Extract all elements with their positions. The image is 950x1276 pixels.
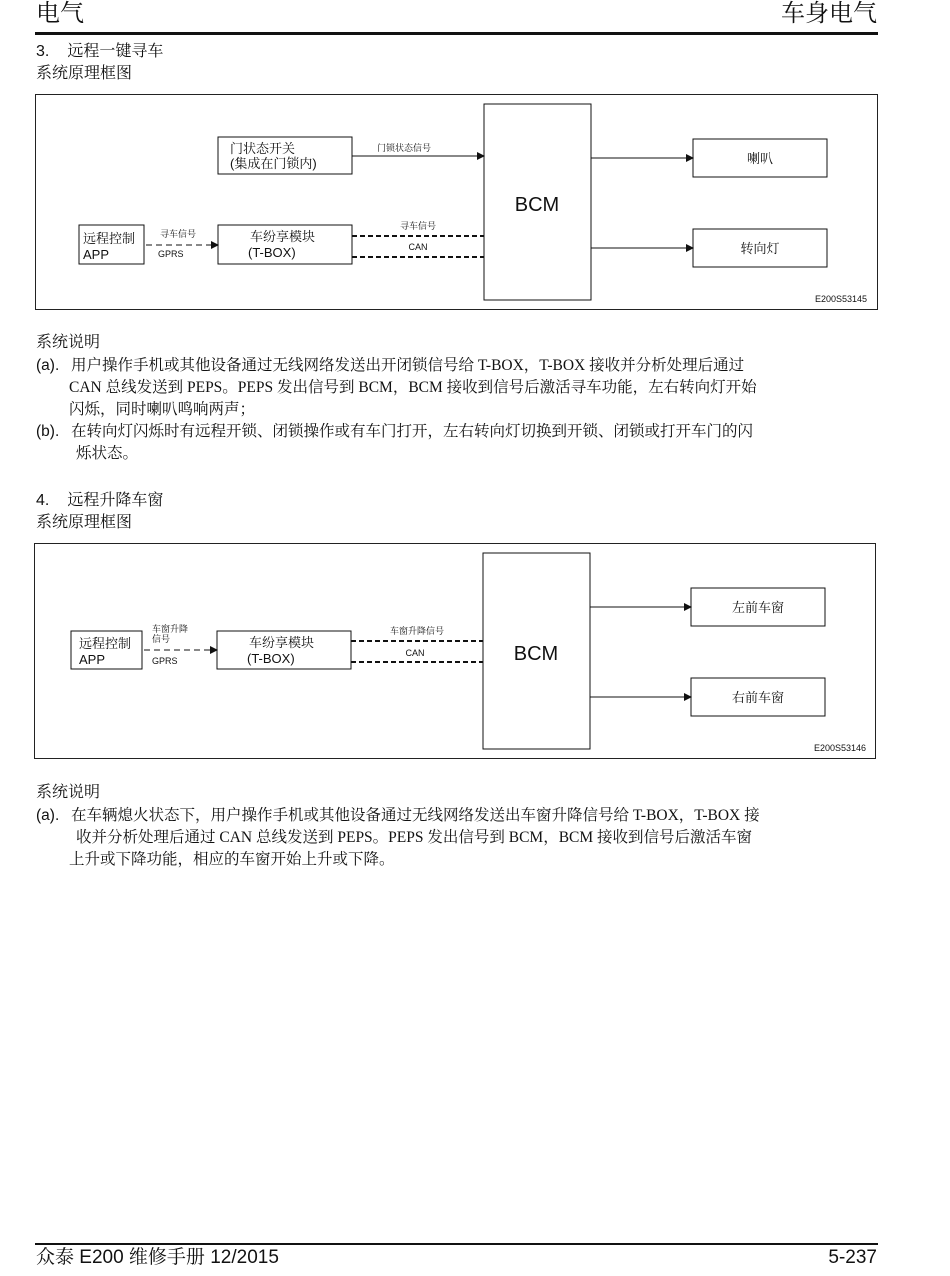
diagram-code: E200S53146	[813, 743, 866, 753]
remote-app-label-2: APP	[83, 247, 110, 262]
diagram-find-car-svg	[36, 95, 877, 309]
desc-line: 在转向灯闪烁时有远程开锁、闭锁操作或有车门打开，左右转向灯切换到开锁、闭锁或打开车门的闪	[71, 423, 754, 440]
header-chapter: 电气	[36, 0, 84, 27]
footer-manual-title: 众泰 E200 维修手册 12/2015	[36, 1247, 279, 1268]
bcm-label: BCM	[513, 643, 559, 665]
desc-line: 收并分析处理后通过 CAN 总线发送到 PEPS。PEPS 发出信号到 BCM，BCM 接收到信号后激活车窗	[76, 829, 753, 846]
section4-desc	[36, 805, 876, 871]
desc-item-b	[36, 421, 876, 465]
door-switch-label-1: 门状态开关	[230, 141, 296, 156]
right-window-label: 右前车窗	[731, 690, 785, 705]
tbox-label-2: (T-BOX)	[247, 651, 295, 666]
can-label: CAN	[408, 242, 428, 252]
section3-heading	[36, 42, 163, 62]
desc-item-label: (a).	[36, 357, 60, 374]
door-switch-label-2: (集成在门锁内)	[230, 156, 317, 171]
section3-subtitle: 系统原理框图	[36, 65, 133, 82]
remote-app-label-1: 远程控制	[79, 636, 132, 651]
door-signal-label: 门锁状态信号	[377, 143, 432, 153]
section3-title: 远程一键寻车	[67, 43, 164, 60]
gprs-label: GPRS	[152, 656, 178, 666]
section3-number: 3.	[36, 43, 50, 60]
desc-line: 在车辆熄火状态下，用户操作手机或其他设备通过无线网络发送出车窗升降信号给 T-BOX，T-BOX 接	[71, 807, 760, 824]
desc-line: 烁状态。	[76, 445, 139, 462]
section4-heading	[36, 491, 163, 511]
turn-light-label: 转向灯	[740, 241, 780, 256]
remote-app-label-1: 远程控制	[83, 231, 136, 246]
section3-desc-title: 系统说明	[36, 334, 101, 351]
desc-item-a	[36, 355, 876, 421]
tbox-label-2: (T-BOX)	[248, 245, 296, 260]
desc-line: CAN 总线发送到 PEPS。PEPS 发出信号到 BCM，BCM 接收到信号后激活寻车功能，左右转向灯开始	[69, 379, 757, 396]
horn-label: 喇叭	[746, 151, 774, 166]
diagram-code: E200S53145	[814, 294, 867, 304]
desc-item-a	[36, 805, 876, 871]
remote-app-label-2: APP	[79, 652, 106, 667]
tbox-label-1: 车纷享模块	[249, 635, 315, 650]
section4-subtitle: 系统原理框图	[36, 514, 133, 531]
section4-title: 远程升降车窗	[67, 492, 164, 509]
bcm-label: BCM	[514, 194, 560, 216]
desc-line: 闪烁，同时喇叭鸣响两声；	[69, 401, 256, 418]
window-signal-label-2: 信号	[152, 634, 171, 644]
footer-rule	[35, 1243, 878, 1245]
desc-item-label: (a).	[36, 807, 60, 824]
find-signal-label: 寻车信号	[160, 229, 197, 239]
header-rule	[35, 32, 878, 35]
find-signal-2-label: 寻车信号	[399, 221, 437, 231]
left-window-label: 左前车窗	[731, 600, 785, 615]
tbox-label-1: 车纷享模块	[250, 229, 316, 244]
header-section: 车身电气	[781, 0, 877, 27]
can-label: CAN	[405, 648, 425, 658]
desc-item-label: (b).	[36, 423, 60, 440]
window-signal-label-1: 车窗升降	[152, 624, 189, 634]
page-number: 5-237	[828, 1247, 877, 1268]
diagram-window	[34, 543, 876, 759]
section4-number: 4.	[36, 492, 50, 509]
window-signal-line-label: 车窗升降信号	[389, 626, 445, 636]
desc-line: 上升或下降功能，相应的车窗开始上升或下降。	[69, 851, 395, 868]
section4-desc-title: 系统说明	[36, 784, 101, 801]
gprs-label: GPRS	[158, 249, 184, 259]
desc-line: 用户操作手机或其他设备通过无线网络发送出开闭锁信号给 T-BOX，T-BOX 接收并分析处理后通过	[71, 357, 745, 374]
section3-desc	[36, 355, 876, 465]
diagram-window-svg	[35, 544, 875, 758]
diagram-find-car	[35, 94, 878, 310]
